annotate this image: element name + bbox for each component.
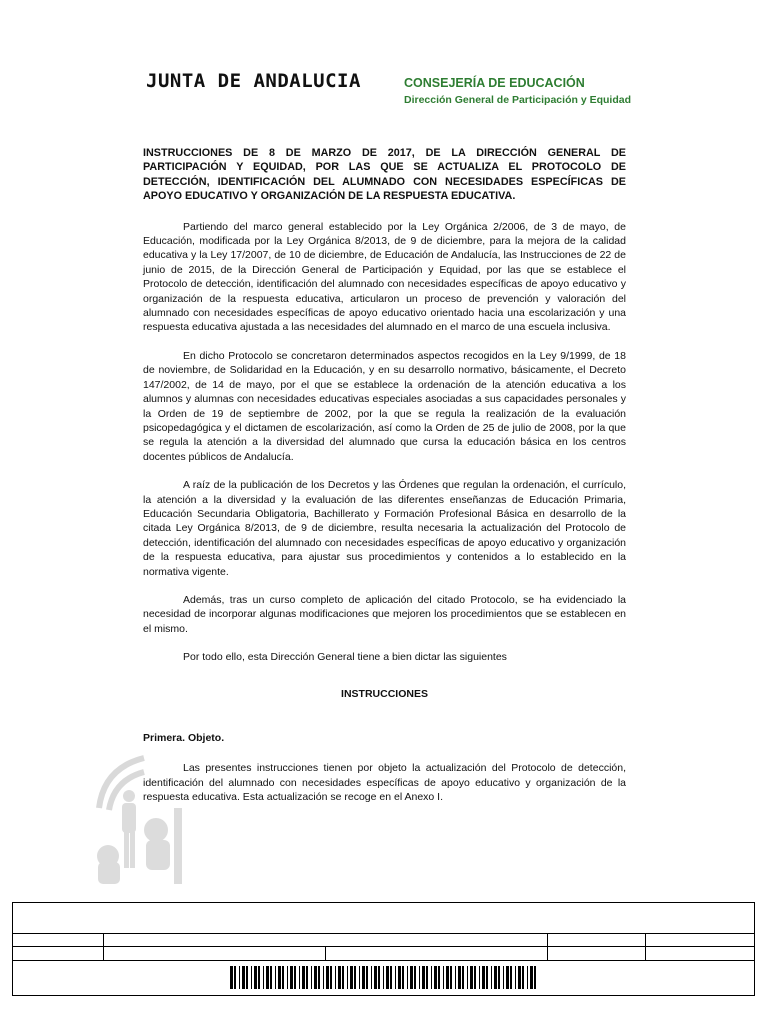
barcode-bar [290,966,293,989]
barcode-bar [522,966,524,989]
barcode-bar [491,966,492,989]
barcode-bar [335,966,336,989]
barcode-bar [371,966,372,989]
barcode-bar [302,966,305,989]
barcode-bar [294,966,296,989]
barcode-bar [518,966,521,989]
paragraph-5: Por todo ello, esta Dirección General tiene a bien dictar las siguientes [183,651,507,664]
barcode-bar [510,966,512,989]
footer-cell-divider [547,933,548,960]
barcode-bar [378,966,380,989]
paragraph-4: Además, tras un curso completo de aplicación del citado Protocolo, se ha evidenciado la necesidad de incorporar algunas modificaciones que mejoren los procedimientos que se establecen en el mismo. [143,593,626,635]
barcode-bar [342,966,344,989]
paragraph-1: Partiendo del marco general establecido por la Ley Orgánica 2/2006, de 3 de mayo, de Educación, modificada por la Ley Orgánica 8/2013, de 9 de diciembre, para la mejora de la calidad educativa y la Ley 17/2007, de 10 de diciembre, de Educación de Andalucía, las Instrucciones de 22 de junio de 2015, de la Dirección General de Participación y Equidad, por las que se establece el Protocolo de detección, identificación del alumnado con necesidades específicas de apoyo educativo y organización de la respuesta educativa, articularon un proceso de prevención y valoración del alumnado con necesidades específicas de apoyo educativo orientado hacia una escolarización y una respuesta educativa ajustada a las necesidades del alumnado en el marco de una escuela inclusiva. [143,220,626,334]
barcode-bar [330,966,332,989]
barcode-bar [398,966,401,989]
barcode-bar [434,966,437,989]
footer-cell-divider [103,933,104,960]
barcode-bar [314,966,317,989]
section-heading-primera: Primera. Objeto. [143,732,225,744]
footer-cells-row [13,933,754,960]
barcode-bar [263,966,264,989]
barcode-bar [446,966,449,989]
barcode-bar [366,966,368,989]
document-title: INSTRUCCIONES DE 8 DE MARZO DE 2017, DE LA DIRECCIÓN GENERAL DE PARTICIPACIÓN Y EQUIDAD, POR LAS QUE SE ACTUALIZA EL PROTOCOLO DE DETECCIÓN, IDENTIFICACIÓN DEL ALUMNADO CON NECESIDADES ESPECÍFICAS DE APOYO EDUCATIVO Y ORGANIZACIÓN DE LA RESPUESTA EDUCATIVA. [143,147,626,203]
barcode-bar [474,966,476,989]
junta-logo: JUNTA DE ANDALUCIA [146,70,361,92]
barcode-bar [482,966,485,989]
barcode-bar [386,966,389,989]
barcode-bar [494,966,497,989]
barcode-bar [362,966,365,989]
consejeria-title: CONSEJERÍA DE EDUCACIÓN [404,76,585,90]
barcode-bar [506,966,509,989]
instrucciones-heading: INSTRUCCIONES [341,687,428,700]
barcode-bar [239,966,240,989]
barcode-bar [278,966,281,989]
barcode-bar [414,966,416,989]
barcode-bar [534,966,536,989]
barcode-bar [299,966,300,989]
barcode-bar [374,966,377,989]
paragraph-3: A raíz de la publicación de los Decretos y las Órdenes que regulan la ordenación, el currículo, la atención a la diversidad y la evaluación de las diferentes enseñanzas de Educación Primaria, Educación Secundaria Obligatoria, Bachillerato y Formación Profesional Básica en desarrollo de la citada Ley Orgánica 8/2013, de 9 de diciembre, resulta necesaria la actualización del Protocolo de detección, identificación del alumnado con necesidades específicas de apoyo educativo y organización de la respuesta educativa, para ajustar sus procedimientos y contenidos a lo establecido en la normativa vigente. [143,479,626,578]
barcode-bar [306,966,308,989]
barcode-bar [359,966,360,989]
barcode-bar [479,966,480,989]
barcode-bar [266,966,269,989]
footer-cell-divider [325,946,326,960]
barcode-bar [470,966,473,989]
barcode-bar [251,966,252,989]
footer-row-line [13,960,754,961]
barcode-bar [486,966,488,989]
coat-of-arms-watermark [94,748,184,888]
barcode-bar [419,966,420,989]
barcode-bar [270,966,272,989]
barcode-bar [350,966,353,989]
barcode-bar [450,966,452,989]
barcode-bar [323,966,324,989]
barcode-bar [234,966,236,989]
barcode-bar [438,966,440,989]
barcode-bar [467,966,468,989]
barcode-bar [515,966,516,989]
barcode-bar [338,966,341,989]
barcode-bar [230,966,233,989]
barcode-bar [426,966,428,989]
barcode-bar [246,966,248,989]
barcode-bar [455,966,456,989]
barcode-bar [503,966,504,989]
barcode-bar [458,966,461,989]
barcode-bar [431,966,432,989]
barcode-bar [390,966,392,989]
footer-cell-divider [645,933,646,960]
barcode-bar [326,966,329,989]
barcode-bar [395,966,396,989]
barcode-bar [242,966,245,989]
barcode-bar [530,966,533,989]
barcode-bar [402,966,404,989]
barcode-bar [318,966,320,989]
barcode-bar [282,966,284,989]
section-text-primera: Las presentes instrucciones tienen por objeto la actualización del Protocolo de detección, identificación del alumnado con necesidades específicas de apoyo educativo y organización de la respuesta educativa. Esta actualización se recoge en el Anexo I. [143,762,626,804]
barcode-bar [354,966,356,989]
barcode [230,966,536,989]
document-body [143,146,626,819]
barcode-bar [254,966,257,989]
barcode-bar [443,966,444,989]
barcode-bar [258,966,260,989]
barcode-bar [410,966,413,989]
barcode-bar [275,966,276,989]
barcode-bar [311,966,312,989]
barcode-bar [383,966,384,989]
barcode-bar [498,966,500,989]
barcode-bar [287,966,288,989]
direccion-subtitle: Dirección General de Participación y Equidad [404,94,631,106]
barcode-bar [407,966,408,989]
paragraph-2: En dicho Protocolo se concretaron determinados aspectos recogidos en la Ley 9/1999, de 18 de noviembre, de Solidaridad en la Educación, y en su desarrollo normativo, básicamente, el Decreto 147/2002, de 14 de mayo, por el que se establece la ordenación de la atención educativa a los alumnos y alumnas con necesidades educativas especiales asociadas a sus capacidades personales y la Orden de 19 de septiembre de 2002, por la que se regula la realización de la evaluación psicopedagógica y el dictamen de escolarización, así como la Orden de 25 de julio de 2008, por la que se regula la atención a la diversidad del alumnado que cursa la educación básica en los centros docentes públicos de Andalucía. [143,349,626,463]
barcode-bar [347,966,348,989]
barcode-bar [462,966,464,989]
barcode-bar [527,966,528,989]
barcode-bar [422,966,425,989]
